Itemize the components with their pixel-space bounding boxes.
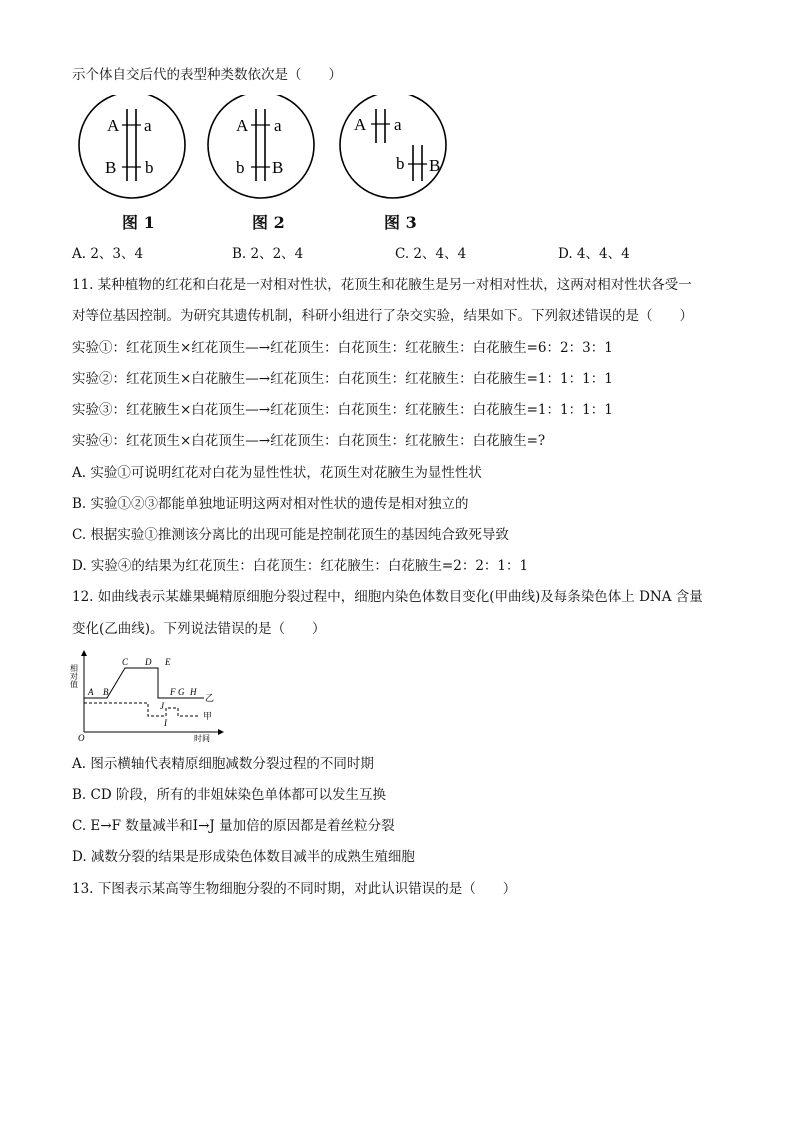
q10-option-c: C. 2、4、4 (395, 246, 467, 262)
fig3-gene-a: a (394, 115, 402, 134)
figure-3-caption: 图 3 (384, 213, 417, 232)
figure-2-cell (208, 95, 314, 198)
q11-option-d: D. 实验④的结果为红花顶生：白花顶生：红花腋生：白花腋生=2：2：1：1 (72, 558, 529, 574)
q11-experiment-2: 实验②：红花顶生×白花腋生—→红花顶生：白花顶生：红花腋生：白花腋生=1：1：1：1 (72, 371, 613, 387)
fig2-gene-A: A (236, 116, 249, 135)
q12-point-I: I (164, 718, 167, 728)
figure-3-cell (340, 95, 446, 198)
q12-point-E: E (165, 657, 171, 667)
fig1-gene-A: A (107, 116, 120, 135)
figure-1-caption: 图 1 (122, 213, 155, 232)
q12-point-C: C (122, 657, 129, 667)
q12-point-D: D (145, 657, 152, 667)
q11-stem-line2: 对等位基因控制。为研究其遗传机制，科研小组进行了杂交实验，结果如下。下列叙述错误的是（ ） (72, 308, 693, 324)
q11-experiment-4: 实验④：红花顶生×白花顶生—→红花顶生：白花顶生：红花腋生：白花腋生=? (72, 433, 546, 449)
q12-stem-line1: 12. 如曲线表示某雄果蝇精原细胞分裂过程中，细胞内染色体数目变化(甲曲线)及每条染色体上 DNA 含量 (72, 589, 703, 605)
q12-point-F: F (170, 687, 176, 697)
fig3-gene-b: b (396, 154, 405, 173)
q10-option-a: A. 2、3、4 (72, 246, 144, 262)
q10-option-b: B. 2、2、4 (232, 246, 304, 262)
q12-point-J: J (160, 701, 164, 711)
q11-stem-line1: 11. 某种植物的红花和白花是一对相对性状，花顶生和花腋生是另一对相对性状，这两对相对性状各受一 (72, 277, 692, 293)
q11-experiment-3: 实验③：红花腋生×白花顶生—→红花顶生：白花顶生：红花腋生：白花腋生=1：1：1：1 (72, 402, 613, 418)
q11-option-b: B. 实验①②③都能单独地证明这两对相对性状的遗传是相对独立的 (72, 496, 469, 512)
q12-xlabel: 时间 (194, 734, 210, 742)
q12-point-A: A (88, 687, 94, 697)
fig2-gene-b: b (236, 158, 245, 177)
q11-experiment-1: 实验①：红花顶生×红花顶生—→红花顶生：白花顶生：红花腋生：白花腋生=6：2：3：1 (72, 340, 613, 356)
q12-option-c: C. E→F 数量减半和Ⅰ→J 量加倍的原因都是着丝粒分裂 (72, 818, 395, 834)
q10-option-d: D. 4、4、4 (558, 246, 630, 262)
q12-point-B: B (103, 687, 109, 697)
fig3-gene-A: A (354, 115, 367, 134)
q10-stem: 示个体自交后代的表型种类数依次是（ ） (72, 67, 342, 83)
q11-option-c: C. 根据实验①推测该分离比的出现可能是控制花顶生的基因纯合致死导致 (72, 527, 509, 543)
q11-option-a: A. 实验①可说明红花对白花为显性性状，花顶生对花腋生为显性性状 (72, 465, 482, 481)
fig2-gene-B: B (272, 158, 284, 177)
fig1-gene-b: b (145, 158, 154, 177)
q12-curve-jia-label: 甲 (203, 711, 213, 721)
q12-ylabel: 相对值 (70, 664, 79, 688)
q12-option-b: B. CD 阶段，所有的非姐妹染色单体都可以发生互换 (72, 787, 386, 803)
q12-stem-line2: 变化(乙曲线)。下列说法错误的是（ ） (72, 621, 326, 637)
fig3-gene-B: B (429, 156, 441, 175)
q12-point-H: H (190, 687, 197, 697)
fig1-gene-B: B (105, 158, 117, 177)
q12-point-G: G (178, 687, 185, 697)
q13-stem: 13. 下图表示某高等生物细胞分裂的不同时期，对此认识错误的是（ ） (72, 881, 517, 897)
q12-graph (70, 650, 230, 742)
q12-option-a: A. 图示横轴代表精原细胞减数分裂过程的不同时期 (72, 756, 374, 772)
fig1-gene-a: a (144, 116, 152, 135)
figure-1-cell (79, 95, 185, 198)
q12-origin: O (78, 733, 85, 742)
q12-option-d: D. 减数分裂的结果是形成染色体数目减半的成熟生殖细胞 (72, 849, 415, 865)
figure-2-caption: 图 2 (252, 213, 285, 232)
q12-curve-yi-label: 乙 (205, 693, 215, 703)
fig2-gene-a: a (274, 116, 282, 135)
